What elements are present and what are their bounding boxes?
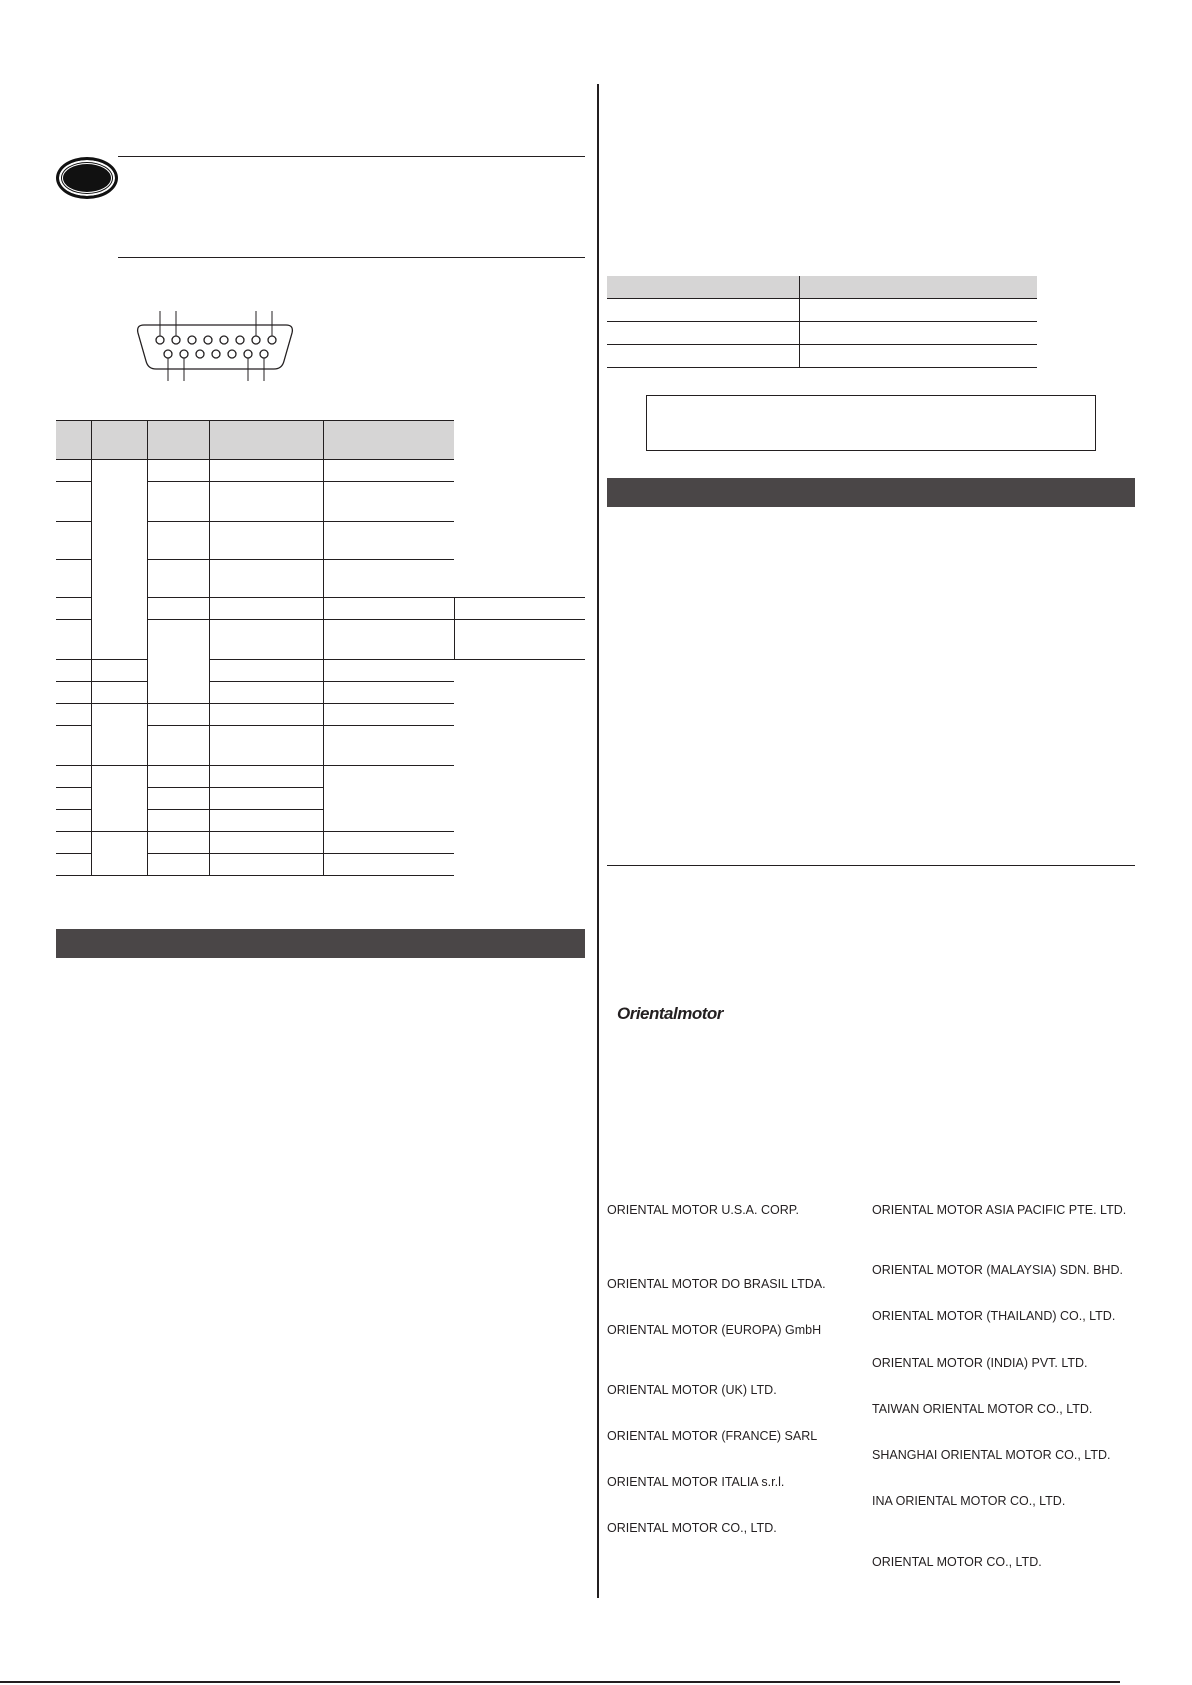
table-row [607, 299, 1037, 322]
company-name-right-2: ORIENTAL MOTOR (MALAYSIA) SDN. BHD. [872, 1263, 1123, 1277]
table-header-row [607, 276, 1037, 299]
company-name-right-1: ORIENTAL MOTOR ASIA PACIFIC PTE. LTD. [872, 1203, 1127, 1217]
pin-assignment-table [56, 420, 585, 876]
header-cell-group [91, 421, 147, 460]
left-section-heading-band [56, 929, 585, 958]
connector-callout-lines [160, 311, 272, 381]
company-name-right-3: ORIENTAL MOTOR (THAILAND) CO., LTD. [872, 1309, 1116, 1323]
oriental-motor-logo: Orientalmotor [617, 1004, 723, 1023]
table-row [56, 766, 585, 788]
right-section-heading-band [607, 478, 1135, 507]
page-bottom-rule [0, 1681, 1120, 1683]
header-cell-value [799, 276, 1037, 299]
table-row [56, 704, 585, 726]
company-name-left-6: ORIENTAL MOTOR ITALIA s.r.l. [607, 1475, 785, 1489]
header-cell-pin [56, 421, 91, 460]
connector-pins-row-1 [156, 336, 276, 344]
connector-diagram [136, 305, 296, 385]
table-row [56, 832, 585, 854]
company-name-left-7: ORIENTAL MOTOR CO., LTD. [607, 1521, 777, 1535]
table-row [607, 322, 1037, 345]
table-row [607, 345, 1037, 368]
company-name-right-6: SHANGHAI ORIENTAL MOTOR CO., LTD. [872, 1448, 1111, 1462]
table-row [56, 660, 585, 682]
header-cell-io [147, 421, 209, 460]
header-cell-signal [209, 421, 323, 460]
spec-table [607, 276, 1037, 368]
company-name-left-3: ORIENTAL MOTOR (EUROPA) GmbH [607, 1323, 822, 1337]
header-cell-description [323, 421, 454, 460]
note-icon [56, 157, 118, 199]
table-header-row [56, 421, 585, 460]
company-name-right-8: ORIENTAL MOTOR CO., LTD. [872, 1555, 1042, 1569]
company-name-right-7: INA ORIENTAL MOTOR CO., LTD. [872, 1494, 1066, 1508]
boxed-note [646, 395, 1096, 451]
note-bottom-rule [118, 257, 585, 258]
note-top-rule [118, 156, 585, 157]
column-divider [597, 84, 599, 1598]
connector-pins-row-2 [164, 350, 268, 358]
table-row [56, 682, 585, 704]
company-name-left-5: ORIENTAL MOTOR (FRANCE) SARL [607, 1429, 818, 1443]
right-section-rule [607, 865, 1135, 866]
company-name-left-2: ORIENTAL MOTOR DO BRASIL LTDA. [607, 1277, 826, 1291]
company-name-right-5: TAIWAN ORIENTAL MOTOR CO., LTD. [872, 1402, 1093, 1416]
company-name-left-1: ORIENTAL MOTOR U.S.A. CORP. [607, 1203, 799, 1217]
company-name-left-4: ORIENTAL MOTOR (UK) LTD. [607, 1383, 777, 1397]
header-cell-item [607, 276, 799, 299]
connector-shell [138, 325, 293, 369]
company-name-right-4: ORIENTAL MOTOR (INDIA) PVT. LTD. [872, 1356, 1088, 1370]
table-row [56, 460, 585, 482]
